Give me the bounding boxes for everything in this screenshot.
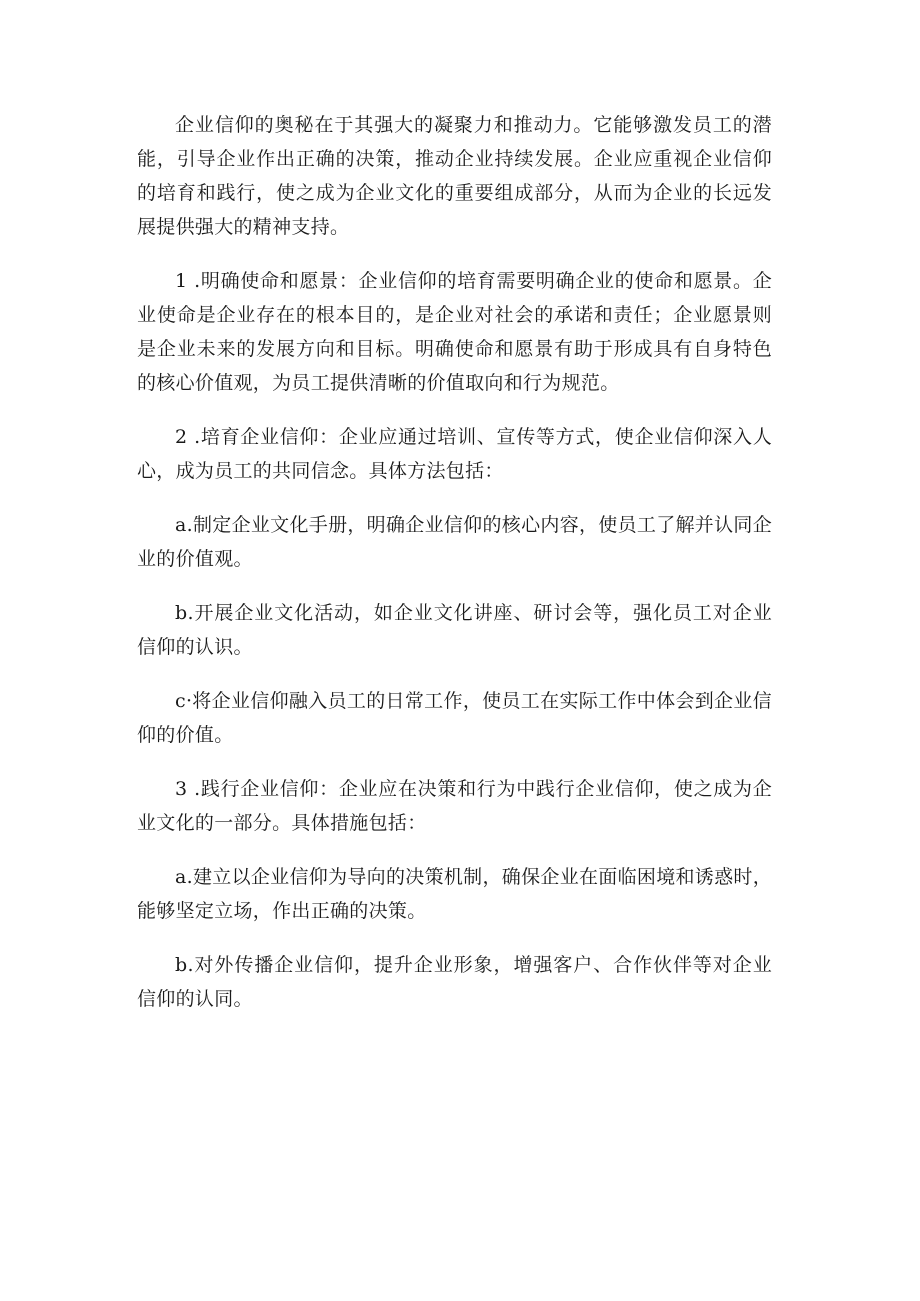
section-2-item-a: a.制定企业文化手册，明确企业信仰的核心内容，使员工了解并认同企业的价值观。 [137,514,772,570]
section-2-item-c: c·将企业信仰融入员工的日常工作，使员工在实际工作中体会到企业信仰的价值。 [137,690,772,746]
section-3-item-a: a.建立以企业信仰为导向的决策机制，确保企业在面临困境和诱惑时，能够坚定立场，作出正确的决策。 [137,866,772,922]
section-1-paragraph: 1 .明确使命和愿景：企业信仰的培育需要明确企业的使命和愿景。企业使命是企业存在的根本目的，是企业对社会的承诺和责任；企业愿景则是企业未来的发展方向和目标。明确使命和愿景有助于形成具有自身特色的核心价值观，为员工提供清晰的价值取向和行为规范。 [137,270,772,394]
intro-paragraph: 企业信仰的奥秘在于其强大的凝聚力和推动力。它能够激发员工的潜能，引导企业作出正确的决策，推动企业持续发展。企业应重视企业信仰的培育和践行，使之成为企业文化的重要组成部分，从而为企业的长远发展提供强大的精神支持。 [137,114,772,238]
section-3-paragraph: 3 .践行企业信仰：企业应在决策和行为中践行企业信仰，使之成为企业文化的一部分。具体措施包括： [137,778,772,834]
section-3-item-b: b.对外传播企业信仰，提升企业形象，增强客户、合作伙伴等对企业信仰的认同。 [137,954,772,1010]
section-2-item-b: b.开展企业文化活动，如企业文化讲座、研讨会等，强化员工对企业信仰的认识。 [137,602,772,658]
section-2-paragraph: 2 .培育企业信仰：企业应通过培训、宣传等方式，使企业信仰深入人心，成为员工的共同信念。具体方法包括： [137,426,772,482]
